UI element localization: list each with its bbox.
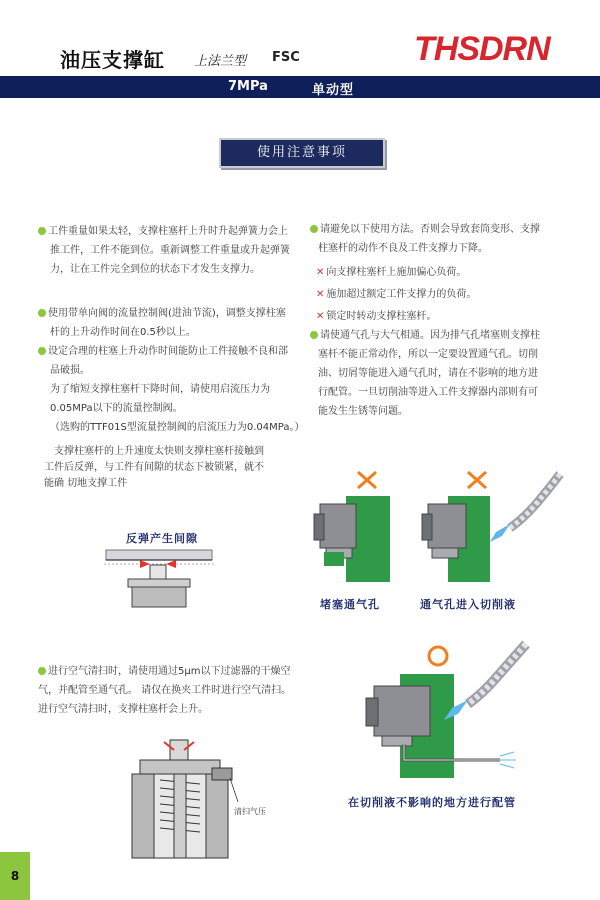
x-mark-icon: ✕ [316,289,325,300]
note-light-workpiece: 工件重量如果太轻，支撑柱塞杆上升时升起弹簧力会上 推工件，工件不能到位。重新调整工件重量或升起弹簧 力，让在工件完全到位的状态下才发生支撑力。 [38,222,300,279]
bullet-dot-icon [38,667,46,675]
bullet-dot-icon [38,227,46,235]
action-type: 单动型 [312,83,355,98]
caption-blocked-vent: 堵塞通气孔 [320,598,380,611]
bullet-dot-icon [38,309,46,317]
page-subtitle: 上法兰型 [194,54,247,69]
rebound-gap-label: 反弹产生间隙 [126,532,198,545]
svg-text:THSDRN: THSDRN [414,30,550,68]
note-flow-control: 使用带单向阀的流量控制阀(进油节流)，调整支撑柱塞 杆的上升动作时间在0.5秒以上。 [38,304,300,342]
pressure-rating: 7MPa [228,79,268,94]
bullet-dot-icon [310,331,318,339]
x-mark-icon [358,472,376,488]
proper-piping-diagram [350,640,570,790]
x-mark-icon: ✕ [316,311,325,322]
note-rebound-warning: 支撑柱塞杆的上升速度太快则支撑柱塞杆接触到 工件后反弹，与工件有间隙的状态下被锁紧，就不 能确 切地支撑工件 [44,446,264,489]
note-rise-time: 设定合理的柱塞上升动作时间能防止工件接触不良和部 品破损。 为了缩短支撑柱塞杆下降时间，请使用启流压力为 0.05MPa以下的流量控制阀。 （选购的TTF01S型流量控制阀的启流压力为0.04MPa。） [38,342,300,437]
circle-ok-icon [429,647,447,665]
model-code: FSC [272,50,300,65]
bullet-dot-icon [310,225,318,233]
x-mark-icon [468,472,486,488]
caption-fluid-vent: 通气孔进入切削液 [420,598,516,611]
note-avoid-usage: 请避免以下使用方法。否则会导致套筒变形、支撑 柱塞杆的动作不良及工件支撑力下降。 ✕ 向支撑柱塞杆上施加偏心负荷。 ✕ 施加超过额定工件支撑力的负荷。 ✕ 锁定时转动支撑柱塞杆。 [310,220,570,326]
coolant-nozzle [444,644,526,720]
note-air-purge: 进行空气清扫时，请使用通过5μm以下过滤器的干燥空 气，并配管至通气孔。 请仅在换夹工件时进行空气清扫。 进行空气清扫时，支撑柱塞杆会上升。 [38,666,292,715]
page-number: 8 [0,852,30,900]
brand-logo [414,28,582,68]
air-purge-label: 清扫气压 [234,807,266,816]
rebound-diagram [104,546,214,608]
coolant-nozzle [490,474,560,542]
x-mark-icon: ✕ [316,267,325,278]
caption-proper-piping: 在切削液不影响的地方进行配管 [348,796,516,809]
note-vent-hole: 请使通气孔与大气相通。因为排气孔堵塞则支撑柱 塞杆不能正常动作，所以一定要设置通气孔。切削 油、切屑等能进入通气孔时，请在不影响的地方进 行配管。一旦切削油等进入工件支撑器内部则有可 能发生生锈等问题。 [310,326,570,421]
page-title: 油压支撑缸 [60,48,165,72]
fluid-in-vent-diagram [420,468,570,586]
blocked-vent-diagram [306,468,392,586]
bullet-dot-icon [38,347,46,355]
header-bar [0,76,600,98]
cross-section-diagram [126,736,256,860]
section-title: 使用注意事项 [219,138,385,168]
